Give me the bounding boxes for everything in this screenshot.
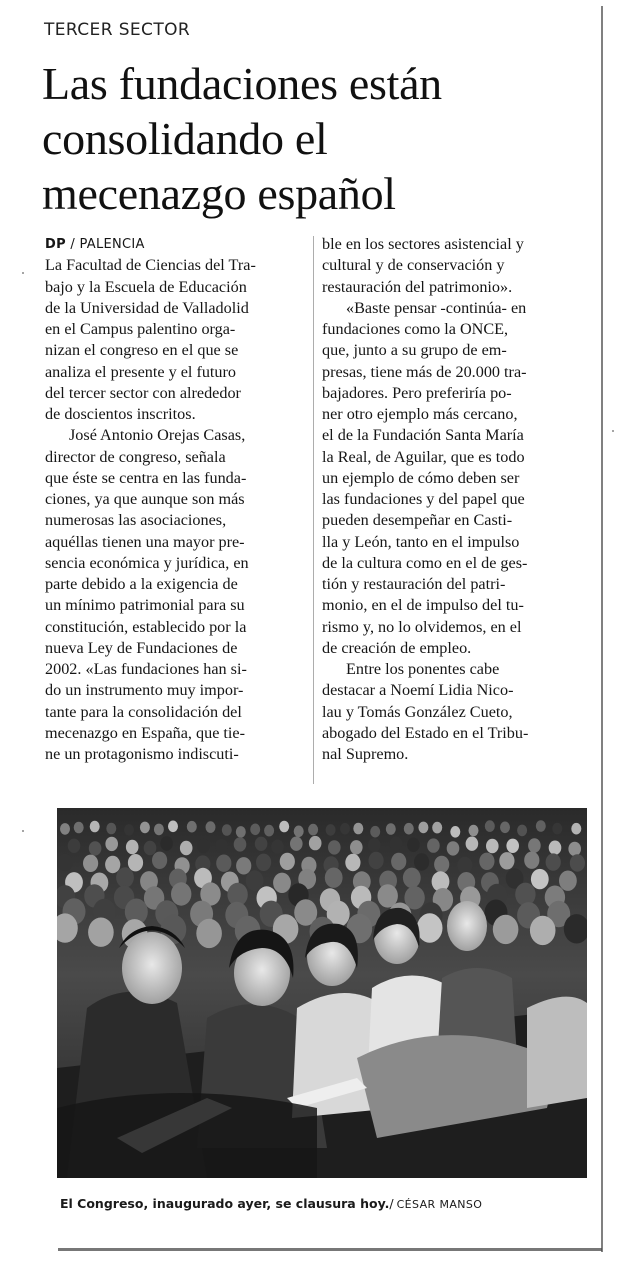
audience-head [89, 841, 102, 855]
scan-speck [22, 272, 24, 274]
audience-head [407, 838, 420, 852]
audience-head [309, 836, 322, 850]
article-text-line: abogado del Estado en el Tribu- [322, 723, 529, 742]
article-text-line: constitución, establecido por la [45, 617, 247, 636]
article-text-line: en el Campus palentino orga- [45, 320, 236, 338]
audience-head [499, 852, 514, 869]
scan-speck [22, 830, 24, 832]
audience-head [57, 854, 72, 871]
audience-head [386, 823, 396, 835]
article-text-line: parte debido a la exigencia de [45, 575, 238, 593]
audience-head [390, 836, 403, 850]
audience-photo-illustration [57, 808, 587, 1178]
audience-head [290, 837, 303, 851]
audience-head [479, 853, 494, 870]
audience-head [493, 915, 519, 944]
article-text-line: el de la Fundación Santa María [322, 426, 524, 445]
audience-head [434, 856, 449, 873]
audience-head [552, 823, 562, 835]
article-text-line: nizan el congreso en el que se [45, 341, 239, 360]
audience-head [469, 825, 479, 837]
article-text-line: ne un protagonismo indiscuti- [45, 745, 239, 763]
audience-head [549, 841, 562, 855]
audience-head [571, 823, 581, 835]
bottom-border-rule [58, 1248, 602, 1251]
article-text-line: monio, en el de impulso del tu- [322, 596, 524, 615]
article-text-line: mecenazgo en España, que tie- [45, 723, 245, 742]
audience-head [216, 855, 231, 872]
audience-head [506, 839, 519, 853]
article-text-line: las fundaciones y del papel que [322, 490, 525, 508]
article-text-line: restauración del patrimonio». [322, 277, 513, 296]
photo-caption [60, 1196, 600, 1211]
article-text-line: ner otro ejemplo más cercano, [322, 405, 518, 423]
audience-head [450, 826, 460, 838]
article-text-line: de la cultura como en el de ges- [322, 553, 528, 572]
article-text-line: un mínimo patrimonial para su [45, 596, 245, 615]
audience-head [340, 823, 350, 835]
article-text-line: ble en los sectores asistencial y [322, 235, 524, 253]
audience-head [570, 854, 585, 871]
audience-head [124, 824, 134, 836]
audience-head [368, 838, 381, 852]
article-text-line: director de congreso, señala [45, 447, 226, 466]
audience-head [222, 824, 232, 836]
audience-head [236, 826, 246, 838]
audience-head [517, 825, 527, 837]
audience-head [457, 857, 472, 874]
audience-head [88, 918, 114, 947]
audience-head [524, 852, 539, 869]
audience-head [466, 837, 479, 851]
audience-head [168, 821, 178, 833]
audience-head [126, 840, 139, 854]
audience-head [326, 824, 336, 836]
photo-credit: CÉSAR MANSO [396, 1198, 483, 1211]
audience-head [196, 919, 222, 948]
article-text-line: lau y Tomás González Cueto, [322, 702, 513, 721]
article-text-line: de creación de empleo. [322, 638, 472, 657]
audience-head [255, 837, 268, 851]
audience-head [568, 842, 581, 856]
audience-head [105, 856, 120, 873]
byline-separator: / [65, 237, 80, 252]
audience-head [369, 852, 384, 869]
audience-head [345, 854, 360, 871]
article-text-line: de doscientos inscritos. [45, 405, 196, 423]
article-text-line: del tercer sector con alrededor [45, 383, 241, 402]
byline [45, 234, 307, 255]
article-text-line: nal Supremo. [322, 745, 409, 763]
article-text-line: destacar a Noemí Lidia Nico- [322, 681, 514, 700]
byline-agency: DP [45, 237, 66, 252]
audience-head [404, 823, 414, 835]
audience-head [116, 867, 134, 887]
audience-head [215, 839, 228, 853]
column-divider [313, 236, 314, 784]
audience-head [294, 826, 304, 838]
caption-separator: / [389, 1196, 394, 1211]
audience-head [370, 826, 380, 838]
article-text-line: aquéllas tienen una mayor pre- [45, 532, 245, 551]
article-text-line: sencia económica y jurídica, en [45, 553, 249, 572]
audience-head [180, 841, 193, 855]
article-text-line: fundaciones como la ONCE, [322, 320, 509, 338]
article-text-line: «Baste pensar -continúa- en [346, 298, 527, 317]
audience-head [236, 857, 251, 874]
audience-head [447, 841, 460, 855]
audience-head [417, 913, 443, 942]
audience-head [206, 821, 216, 833]
audience-head [256, 854, 271, 871]
audience-head [60, 823, 70, 835]
article-text-line: La Facultad de Ciencias del Tra- [45, 256, 256, 275]
audience-head [528, 838, 541, 852]
audience-head [353, 823, 363, 835]
audience-head [280, 853, 295, 870]
audience-head [546, 853, 561, 870]
scan-speck [612, 430, 614, 432]
audience-head [273, 873, 291, 893]
audience-head [414, 853, 429, 870]
article-text-line: de la Universidad de Valladolid [45, 298, 249, 317]
audience-head [279, 821, 289, 833]
audience-head [90, 821, 100, 833]
article-text-line: José Antonio Orejas Casas, [69, 426, 246, 445]
article-text-line: la Real, de Aguilar, que es todo [322, 447, 525, 466]
audience-head [74, 822, 84, 834]
article-text-line: numerosas las asociaciones, [45, 511, 227, 530]
audience-head [530, 916, 556, 945]
article-text-line: analiza el presente y el futuro [45, 362, 237, 381]
article-text-line: tión y restauración del patri- [322, 575, 506, 593]
audience-head [391, 853, 406, 870]
audience-head [500, 822, 510, 834]
audience-head [250, 824, 260, 836]
article-text-line: pueden desempeñar en Casti- [322, 511, 513, 530]
article-text-line: que, junto a su grupo de em- [322, 341, 507, 360]
audience-head [264, 825, 274, 837]
article-column-right [322, 234, 590, 765]
section-label: TERCER SECTOR [44, 20, 191, 40]
audience-head [83, 855, 98, 872]
audience-head [350, 840, 363, 854]
headline-line: consolidando el [42, 113, 328, 164]
article-text-line: presas, tiene más de 20.000 tra- [322, 362, 527, 381]
audience-head [559, 871, 577, 891]
audience-head [154, 824, 164, 836]
article-text-line: tante para la consolidación del [45, 702, 242, 721]
audience-head [246, 870, 264, 890]
audience-head [197, 839, 210, 853]
audience-head [325, 868, 343, 888]
audience-head [68, 839, 81, 853]
article-text-line: bajadores. Pero preferiría po- [322, 383, 512, 402]
article-text-line: 2002. «Las fundaciones han si- [45, 660, 247, 678]
headline [42, 56, 602, 221]
headline-line: mecenazgo español [42, 168, 396, 219]
audience-head [160, 836, 173, 850]
article-photo [57, 808, 587, 1178]
audience-head [106, 823, 116, 835]
audience-head [485, 820, 495, 832]
audience-head [140, 822, 150, 834]
caption-text: El Congreso, inaugurado ayer, se clausura hoy. [60, 1196, 390, 1211]
audience-head [531, 869, 549, 889]
audience-head [536, 820, 546, 832]
headline-line: Las fundaciones están [42, 58, 442, 109]
article-text-line: rismo y, no lo olvidemos, en el [322, 617, 522, 636]
article-text-line: ciones, ya que aunque son más [45, 490, 245, 508]
audience-head [515, 883, 535, 906]
audience-head [308, 824, 318, 836]
article-text-line: Entre los ponentes cabe [346, 660, 500, 678]
audience-head [486, 839, 499, 853]
audience-head [105, 837, 118, 851]
audience-head [234, 837, 247, 851]
audience-head [427, 838, 440, 852]
article-text-line: nueva Ley de Fundaciones de [45, 638, 238, 657]
audience-head [328, 840, 341, 854]
audience-head [418, 822, 428, 834]
article-text-line: cultural y de conservación y [322, 256, 505, 275]
audience-head [144, 841, 157, 855]
article-text-line: lla y León, tanto en el impulso [322, 532, 520, 551]
audience-head [403, 868, 421, 888]
article-text-line: un ejemplo de cómo deben ser [322, 468, 520, 487]
article-text-line: que éste se centra en las funda- [45, 468, 247, 487]
audience-head [171, 882, 191, 905]
article-text-line: bajo y la Escuela de Educación [45, 277, 247, 296]
byline-place: PALENCIA [79, 237, 145, 252]
audience-head [152, 852, 167, 869]
audience-head [271, 840, 284, 854]
article-column-left [45, 234, 307, 765]
audience-head [187, 821, 197, 833]
audience-head [128, 854, 143, 871]
audience-head [432, 822, 442, 834]
article-text-line: do un instrumento muy impor- [45, 681, 244, 700]
